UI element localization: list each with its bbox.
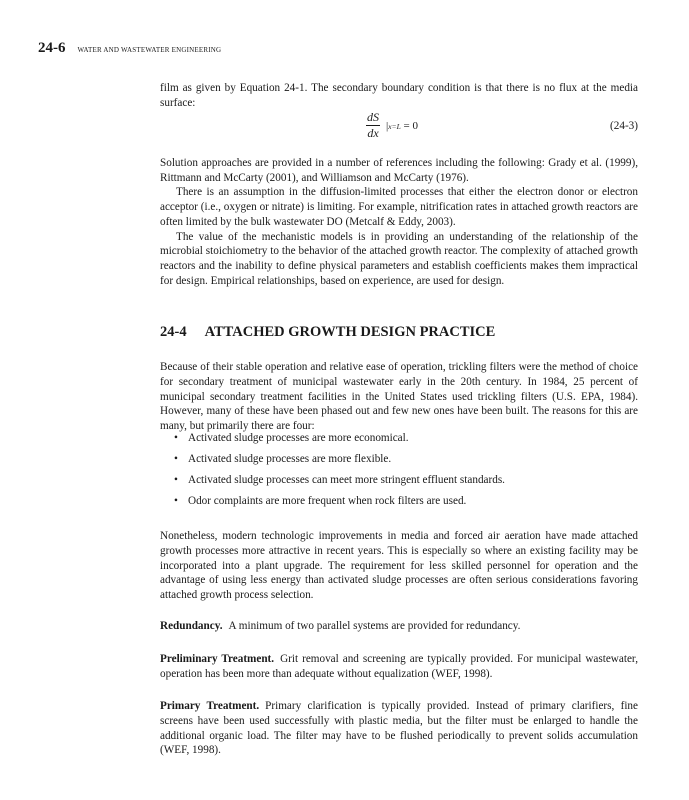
running-head xyxy=(38,40,221,57)
primary-treatment-paragraph xyxy=(160,699,638,758)
list-item xyxy=(174,494,634,509)
redundancy-text: A minimum of two parallel systems are provided for redundancy. xyxy=(228,620,521,633)
list-item-text: Activated sludge processes are more economical. xyxy=(188,432,409,444)
redundancy-heading: Redundancy. xyxy=(160,620,223,633)
paragraph-diffusion-limited: There is an assumption in the diffusion-limited processes that either the electron donor or electron acceptor (i.e., oxygen or nitrate) is limiting. For example, nitrification rates in attached growth reactors are often limited by the bulk wastewater DO (Metcalf & Eddy, 2003). xyxy=(160,186,638,228)
evaluation-bar: | xyxy=(386,120,389,132)
reasons-list xyxy=(174,431,634,515)
fraction-numerator: dS xyxy=(367,110,379,124)
bullet-icon: • xyxy=(174,474,178,486)
preliminary-treatment-text: Grit removal and screening are typically provided. For municipal wastewater, operation has been more than adequate without equalization (WEF, 1998). xyxy=(160,653,638,680)
chapter-title: WATER AND WASTEWATER ENGINEERING xyxy=(77,46,222,54)
section-number: 24-4 xyxy=(160,324,187,340)
preliminary-treatment-paragraph xyxy=(160,652,638,681)
list-item xyxy=(174,431,634,446)
section-intro-paragraph: Because of their stable operation and relative ease of operation, trickling filters were the method of choice for secondary treatment of municipal wastewater early in the 20th century. In 1984, 25 percent of municipal secondary treatment facilities in the United States used trickling filters (U.S. EPA, 1984). However, many of these have been phased out and few new ones have been built. The reasons for this are many, but primarily there are four: xyxy=(160,361,638,432)
equation-24-3 xyxy=(160,110,638,148)
intro-paragraph: film as given by Equation 24-1. The secondary boundary condition is that there is no flux at the media surface: xyxy=(160,82,638,109)
list-item-text: Odor complaints are more frequent when rock filters are used. xyxy=(188,495,467,507)
bullet-icon: • xyxy=(174,453,178,465)
fraction-denominator: dx xyxy=(367,126,379,140)
list-item xyxy=(174,452,634,467)
redundancy-paragraph xyxy=(160,619,638,634)
list-item-text: Activated sludge processes can meet more stringent effluent standards. xyxy=(188,474,505,486)
list-item xyxy=(174,473,634,488)
nonetheless-paragraph: Nonetheless, modern technologic improvements in media and forced air aeration have made attached growth processes more attractive in recent years. This is especially so where an existing facility may be incorporated into a plant upgrade. The requirement for less skilled personnel for operation and the advantage of using less energy than activated sludge processes are often serious considerations favoring attached growth process selection. xyxy=(160,530,638,601)
body-paragraphs xyxy=(160,156,638,288)
paragraph-mechanistic-models: The value of the mechanistic models is in providing an understanding of the relationship of the microbial stoichiometry to the behavior of the attached growth reactor. The complexity of attached growth reactors and the inability to define physical parameters and establish coefficients makes them impractical for design. Empirical relationships, based on experience, are used for design. xyxy=(160,230,638,287)
paragraph-solution-approaches: Solution approaches are provided in a number of references including the following: Grady et al. (1999), Rittmann and McCarty (2001), and Williamson and McCarty (1976). xyxy=(160,157,638,184)
evaluation-expression xyxy=(386,120,418,132)
bullet-icon: • xyxy=(174,495,178,507)
page-number: 24-6 xyxy=(38,40,66,56)
section-heading xyxy=(160,324,495,341)
equation-rhs: = 0 xyxy=(400,120,418,132)
equation-number: (24-3) xyxy=(610,120,638,132)
primary-treatment-text: Primary clarification is typically provided. Instead of primary clarifiers, fine screens have been used successfully with plastic media, but the filter must be enlarged to handle the additional organic load. The filter may have to be flushed periodically to prevent solids accumulation (WEF, 1998). xyxy=(160,700,638,757)
list-item-text: Activated sludge processes are more flexible. xyxy=(188,453,392,465)
bullet-icon: • xyxy=(174,432,178,444)
derivative-fraction xyxy=(366,110,380,141)
preliminary-treatment-heading: Preliminary Treatment. xyxy=(160,653,275,666)
evaluation-subscript: x=L xyxy=(388,122,401,131)
section-title: ATTACHED GROWTH DESIGN PRACTICE xyxy=(204,324,496,340)
primary-treatment-heading: Primary Treatment. xyxy=(160,700,260,713)
